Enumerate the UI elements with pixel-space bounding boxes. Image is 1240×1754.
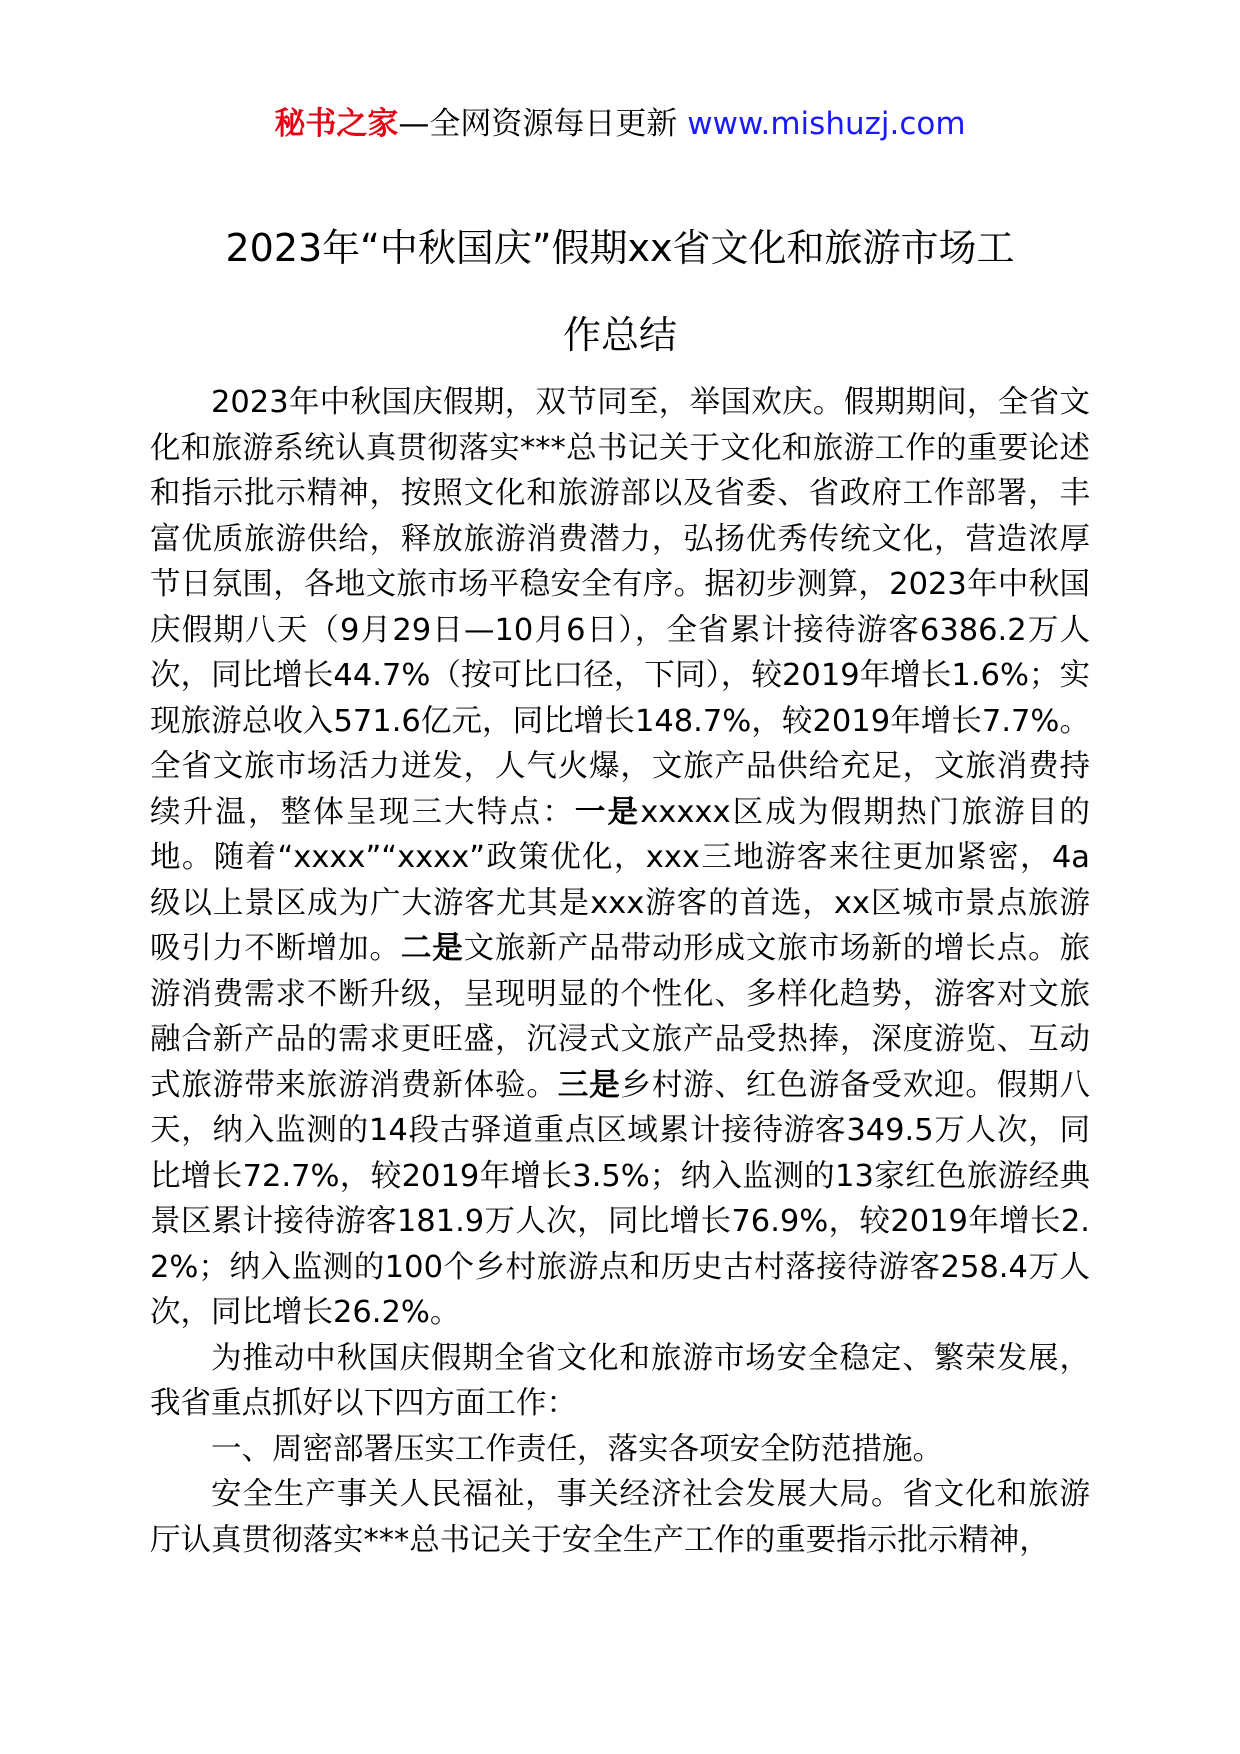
paragraph-1-intro: 2023年中秋国庆假期，双节同至，举国欢庆。假期期间，全省文化和旅游系统认真贯彻落实***总书记关于文化和旅游工作的重要论述和指示批示精神，按照文化和旅游部以及省委、省政府工作部署，丰富优质旅游供给，释放旅游消费潜力，弘扬优秀传统文化，营造浓厚节日氛围，各地文旅市场平稳安全有序。据初步测算，2023年中秋国庆假期八天（9月29日—10月6日），全省累计接待游客6386.2万人次，同比增长44.7%（按可比口径，下同），较2019年增长1.6%；实现旅游总收入571.6亿元，同比增长148.7%，较2019年增长7.7%。全省文旅市场活力迸发，人气火爆，文旅产品供给充足，文旅消费持续升温，整体呈现三大特点： (150, 385, 1090, 830)
paragraph-1-point-3: 乡村游、红色游备受欢迎。假期八天，纳入监测的14段古驿道重点区域累计接待游客349.5万人次，同比增长72.7%，较2019年增长3.5%；纳入监测的13家红色旅游经典景区累计接待游客181.9万人次，同比增长76.9%，较2019年增长2.2%；纳入监测的100个乡村旅游点和历史古村落接待游客258.4万人次，同比增长26.2%。 (150, 1067, 1091, 1330)
paragraph-2: 为推动中秋国庆假期全省文化和旅游市场安全稳定、繁荣发展，我省重点抓好以下四方面工作： (150, 1340, 1090, 1421)
paragraph-1 (150, 380, 1090, 1336)
paragraph-4: 安全生产事关人民福祉，事关经济社会发展大局。省文化和旅游厅认真贯彻落实***总书记关于安全生产工作的重要指示批示精神， (150, 1477, 1090, 1558)
header-slogan: —全网资源每日更新 (398, 106, 688, 142)
document-title-line-2: 作总结 (562, 313, 677, 357)
brand-name: 秘书之家 (274, 106, 399, 142)
highlight-first: 一是 (574, 794, 641, 830)
site-header (0, 102, 1240, 146)
site-url-link[interactable]: www.mishuzj.com (687, 106, 966, 142)
paragraph-1-point-1: xxxxx区成为假期热门旅游目的地。随着“xxxx”“xxxx”政策优化，xxx三地游客来往更加紧密，4a级以上景区成为广大游客尤其是xxx游客的首选，xx区城市景点旅游吸引力不断增加。 (150, 794, 1091, 966)
section-heading-1: 一、周密部署压实工作责任，落实各项安全防范措施。 (211, 1431, 943, 1467)
document-title-line-1: 2023年“中秋国庆”假期xx省文化和旅游市场工 (225, 226, 1015, 270)
highlight-third: 三是 (557, 1067, 621, 1103)
document-body (150, 380, 1090, 1563)
paragraph-1-point-2: 文旅新产品带动形成文旅市场新的增长点。旅游消费需求不断升级，呈现明显的个性化、多样化趋势，游客对文旅融合新产品的需求更旺盛，沉浸式文旅产品受热捧，深度游览、互动式旅游带来旅游消费新体验。 (150, 931, 1091, 1103)
highlight-second: 二是 (400, 931, 464, 966)
